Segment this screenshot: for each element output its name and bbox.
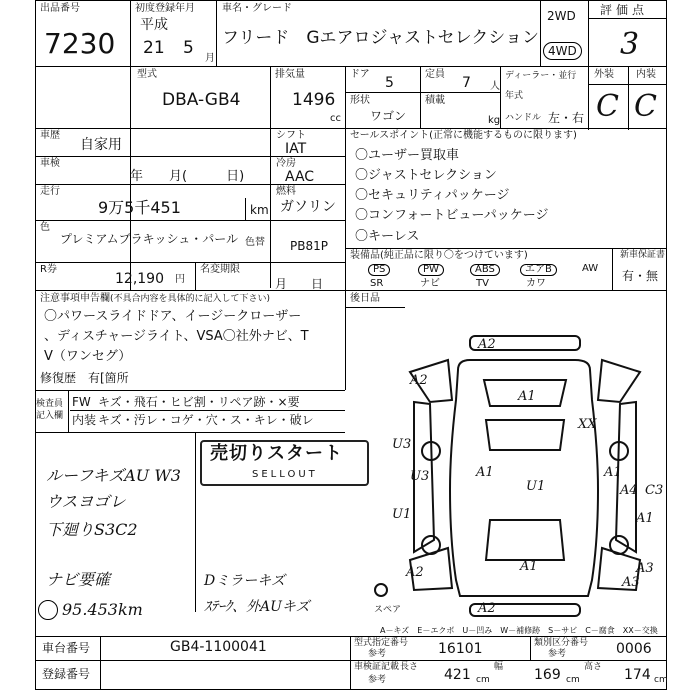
shape-label: 形状 <box>350 95 370 106</box>
height-label: 高さ <box>584 662 603 672</box>
map-label: U1 <box>392 507 412 522</box>
recycle-label: R券 <box>40 264 57 275</box>
notes-line: 、ディスチャージライト、VSA〇社外ナビ、T <box>44 329 309 344</box>
equip-tv: TV <box>476 278 489 289</box>
fuel: ガソリン <box>280 199 336 215</box>
hand-note: 下廻りS3C2 <box>46 520 138 539</box>
reg-year: 21 <box>143 38 165 58</box>
model-label: 型式 <box>137 69 157 80</box>
class-ref: 参考 <box>548 649 567 659</box>
name-label: 車名・グレード <box>222 3 292 14</box>
map-label: A1 <box>604 465 622 480</box>
notes-title: 注意事項申告欄 <box>40 293 110 304</box>
width-value: 169 <box>534 667 561 683</box>
mileage-label: 走行 <box>40 186 60 197</box>
lot-label: 出品番号 <box>40 3 80 14</box>
equip-pw: PW <box>418 264 444 276</box>
lot-number: 7230 <box>44 27 116 60</box>
map-label: A3 <box>622 575 640 590</box>
selling-item: 〇ユーザー買取車 <box>355 148 460 163</box>
map-label: A2 <box>406 565 424 580</box>
aftersale-label: 後日品 <box>350 293 380 304</box>
map-label: A1 <box>636 511 654 526</box>
hand-note: ウスヨゴレ <box>46 492 126 511</box>
equip-sr: SR <box>370 278 384 289</box>
hand-note: ルーフキズAU W3 <box>46 466 181 485</box>
fuel-label: 燃料 <box>276 186 296 197</box>
score-label: 評価点 <box>600 3 649 17</box>
inspect-label: 車検 <box>40 158 60 169</box>
dealer-label: ディーラー・並行 <box>505 71 577 81</box>
shift-label: シフト <box>276 130 306 141</box>
map-label: XX <box>578 417 597 432</box>
color-change-label: 色替 <box>245 237 265 248</box>
equip-ps: PS <box>368 264 390 276</box>
hand-note: ナビ要確 <box>46 570 111 589</box>
color-code: PB81P <box>290 239 328 253</box>
map-label: A1 <box>518 389 536 404</box>
height-unit: cm <box>654 675 668 685</box>
type-cert-number: 16101 <box>438 641 483 657</box>
notes-line: V（ワンセグ） <box>44 349 132 364</box>
warranty-label: 新車保証書 <box>620 250 666 260</box>
ac: AAC <box>285 169 315 185</box>
notes-subtitle: (不具合内容を具体的に記入して下さい) <box>110 294 271 304</box>
map-label: A2 <box>410 373 428 388</box>
selling-title: セールスポイント(正常に機能するものに限ります) <box>350 130 577 141</box>
exterior-label: 外装 <box>594 69 614 80</box>
model: DBA-GB4 <box>162 90 241 110</box>
recycle-unit: 円 <box>175 274 185 285</box>
cargo-unit: kg <box>488 115 501 126</box>
stamp-sub: SELLOUT <box>252 469 318 480</box>
hand-note: 95.453km <box>62 600 143 619</box>
bottom-note-2: ｽﾃｰｸ、外AUキズ <box>204 599 310 615</box>
body-shape: ワゴン <box>370 109 407 123</box>
interior-label: 内装 <box>636 69 656 80</box>
stamp-text: 売切りスタート <box>210 443 343 464</box>
equip-leather: カワ <box>526 278 546 289</box>
handle-value: 左・右 <box>548 111 585 125</box>
cargo-label: 積載 <box>425 95 445 106</box>
height-value: 174 <box>624 667 651 683</box>
license-label: 名変期限 <box>200 264 240 275</box>
width-unit: cm <box>566 675 580 685</box>
equipment-title: 装備品(純正品に限り〇をつけています) <box>350 250 528 261</box>
selling-item: 〇ジャストセレクション <box>355 168 497 183</box>
color: プレミアムブラキッシュ・パール <box>60 232 238 246</box>
capacity-unit: 人 <box>490 81 500 92</box>
map-label: A3 <box>636 561 654 576</box>
score: 3 <box>620 27 640 62</box>
drive-2wd: 2WD <box>547 9 576 23</box>
capacity-label: 定員 <box>425 69 445 80</box>
month-unit: 月 <box>205 53 215 64</box>
length-label: 長さ <box>400 662 419 672</box>
door-count: 5 <box>385 75 394 91</box>
dims-ref: 参考 <box>368 675 387 685</box>
selling-item: 〇キーレス <box>355 229 420 244</box>
color-label: 色 <box>40 222 50 233</box>
length-unit: cm <box>476 675 490 685</box>
equip-aw: AW <box>582 263 599 274</box>
registration-label: 登録番号 <box>42 667 91 681</box>
inspector-interior: 内装 <box>72 413 97 427</box>
bottom-note: Dミラーキズ <box>204 573 285 589</box>
shift: IAT <box>285 141 307 157</box>
inspector-fw: FW <box>72 395 91 409</box>
spare-label: スペア <box>374 605 402 615</box>
disp-label: 排気量 <box>275 69 305 80</box>
selling-item: 〇コンフォートビューパッケージ <box>355 208 549 223</box>
ac-label: 冷房 <box>276 158 296 169</box>
map-label: U1 <box>526 479 546 494</box>
year-label: 年式 <box>505 91 524 101</box>
map-label: C3 <box>645 483 664 498</box>
license-date: 月 日 <box>275 277 324 291</box>
reg-month: 5 <box>183 38 194 58</box>
map-label: A2 <box>478 601 496 616</box>
map-label: A4 <box>620 483 638 498</box>
disp-unit: cc <box>330 113 341 124</box>
inspector-fw-line: キズ・飛石・ヒビ割・リペア跡・×要 <box>98 395 300 409</box>
map-label: A1 <box>476 465 494 480</box>
chassis-number: GB4-1100041 <box>170 639 267 655</box>
usage-label: 車歴 <box>40 130 60 141</box>
recycle-fee: 12,190 <box>115 271 164 287</box>
class-label: 類別区分番号 <box>534 638 589 648</box>
inspector-interior-line: キズ・汚レ・コゲ・穴・ス・キレ・破レ <box>98 413 314 427</box>
reg-label: 初度登録年月 <box>135 3 195 14</box>
class-number: 0006 <box>616 641 652 657</box>
displacement: 1496 <box>292 90 336 110</box>
type-cert-label: 型式指定番号 <box>354 638 409 648</box>
inspect-date: 年 月( 日) <box>130 169 245 184</box>
inspector-label: 検査員 記入欄 <box>36 399 64 421</box>
interior-grade: C <box>634 89 657 124</box>
mileage-unit: km <box>250 203 269 217</box>
chassis-label: 車台番号 <box>42 641 91 655</box>
warranty-value: 有・無 <box>622 269 659 283</box>
notes-line: 〇パワースライドドア、イージークローザー <box>44 309 302 324</box>
width-label: 幅 <box>494 662 504 672</box>
exterior-grade: C <box>596 89 619 124</box>
equip-navi: ナビ <box>420 278 440 289</box>
drive-4wd: 4WD <box>543 42 582 60</box>
handle-label: ハンドル <box>505 113 542 123</box>
repair-history: 修復歴 有[箇所 <box>40 371 129 385</box>
equip-abs: ABS <box>470 264 500 276</box>
map-label: U3 <box>410 469 430 484</box>
length-value: 421 <box>444 667 471 683</box>
car-name: フリード Gエアロジャストセレクション <box>222 28 539 48</box>
capacity: 7 <box>462 75 471 91</box>
selling-item: 〇セキュリティパッケージ <box>355 188 510 203</box>
mileage: 9万5千451 <box>98 198 181 217</box>
equip-airbag: エアB <box>520 264 557 276</box>
map-label: A2 <box>478 337 496 352</box>
door-label: ドア <box>350 69 370 80</box>
era: 平成 <box>140 17 168 33</box>
dims-label: 車検証記載 <box>354 662 400 672</box>
map-label: U3 <box>392 437 412 452</box>
usage: 自家用 <box>80 137 122 153</box>
map-label: A1 <box>520 559 538 574</box>
damage-legend: A－キズ E－エクボ U－凹み W－補修跡 S－サビ C－腐食 XX－交換 <box>380 626 658 635</box>
type-cert-ref: 参考 <box>368 649 387 659</box>
